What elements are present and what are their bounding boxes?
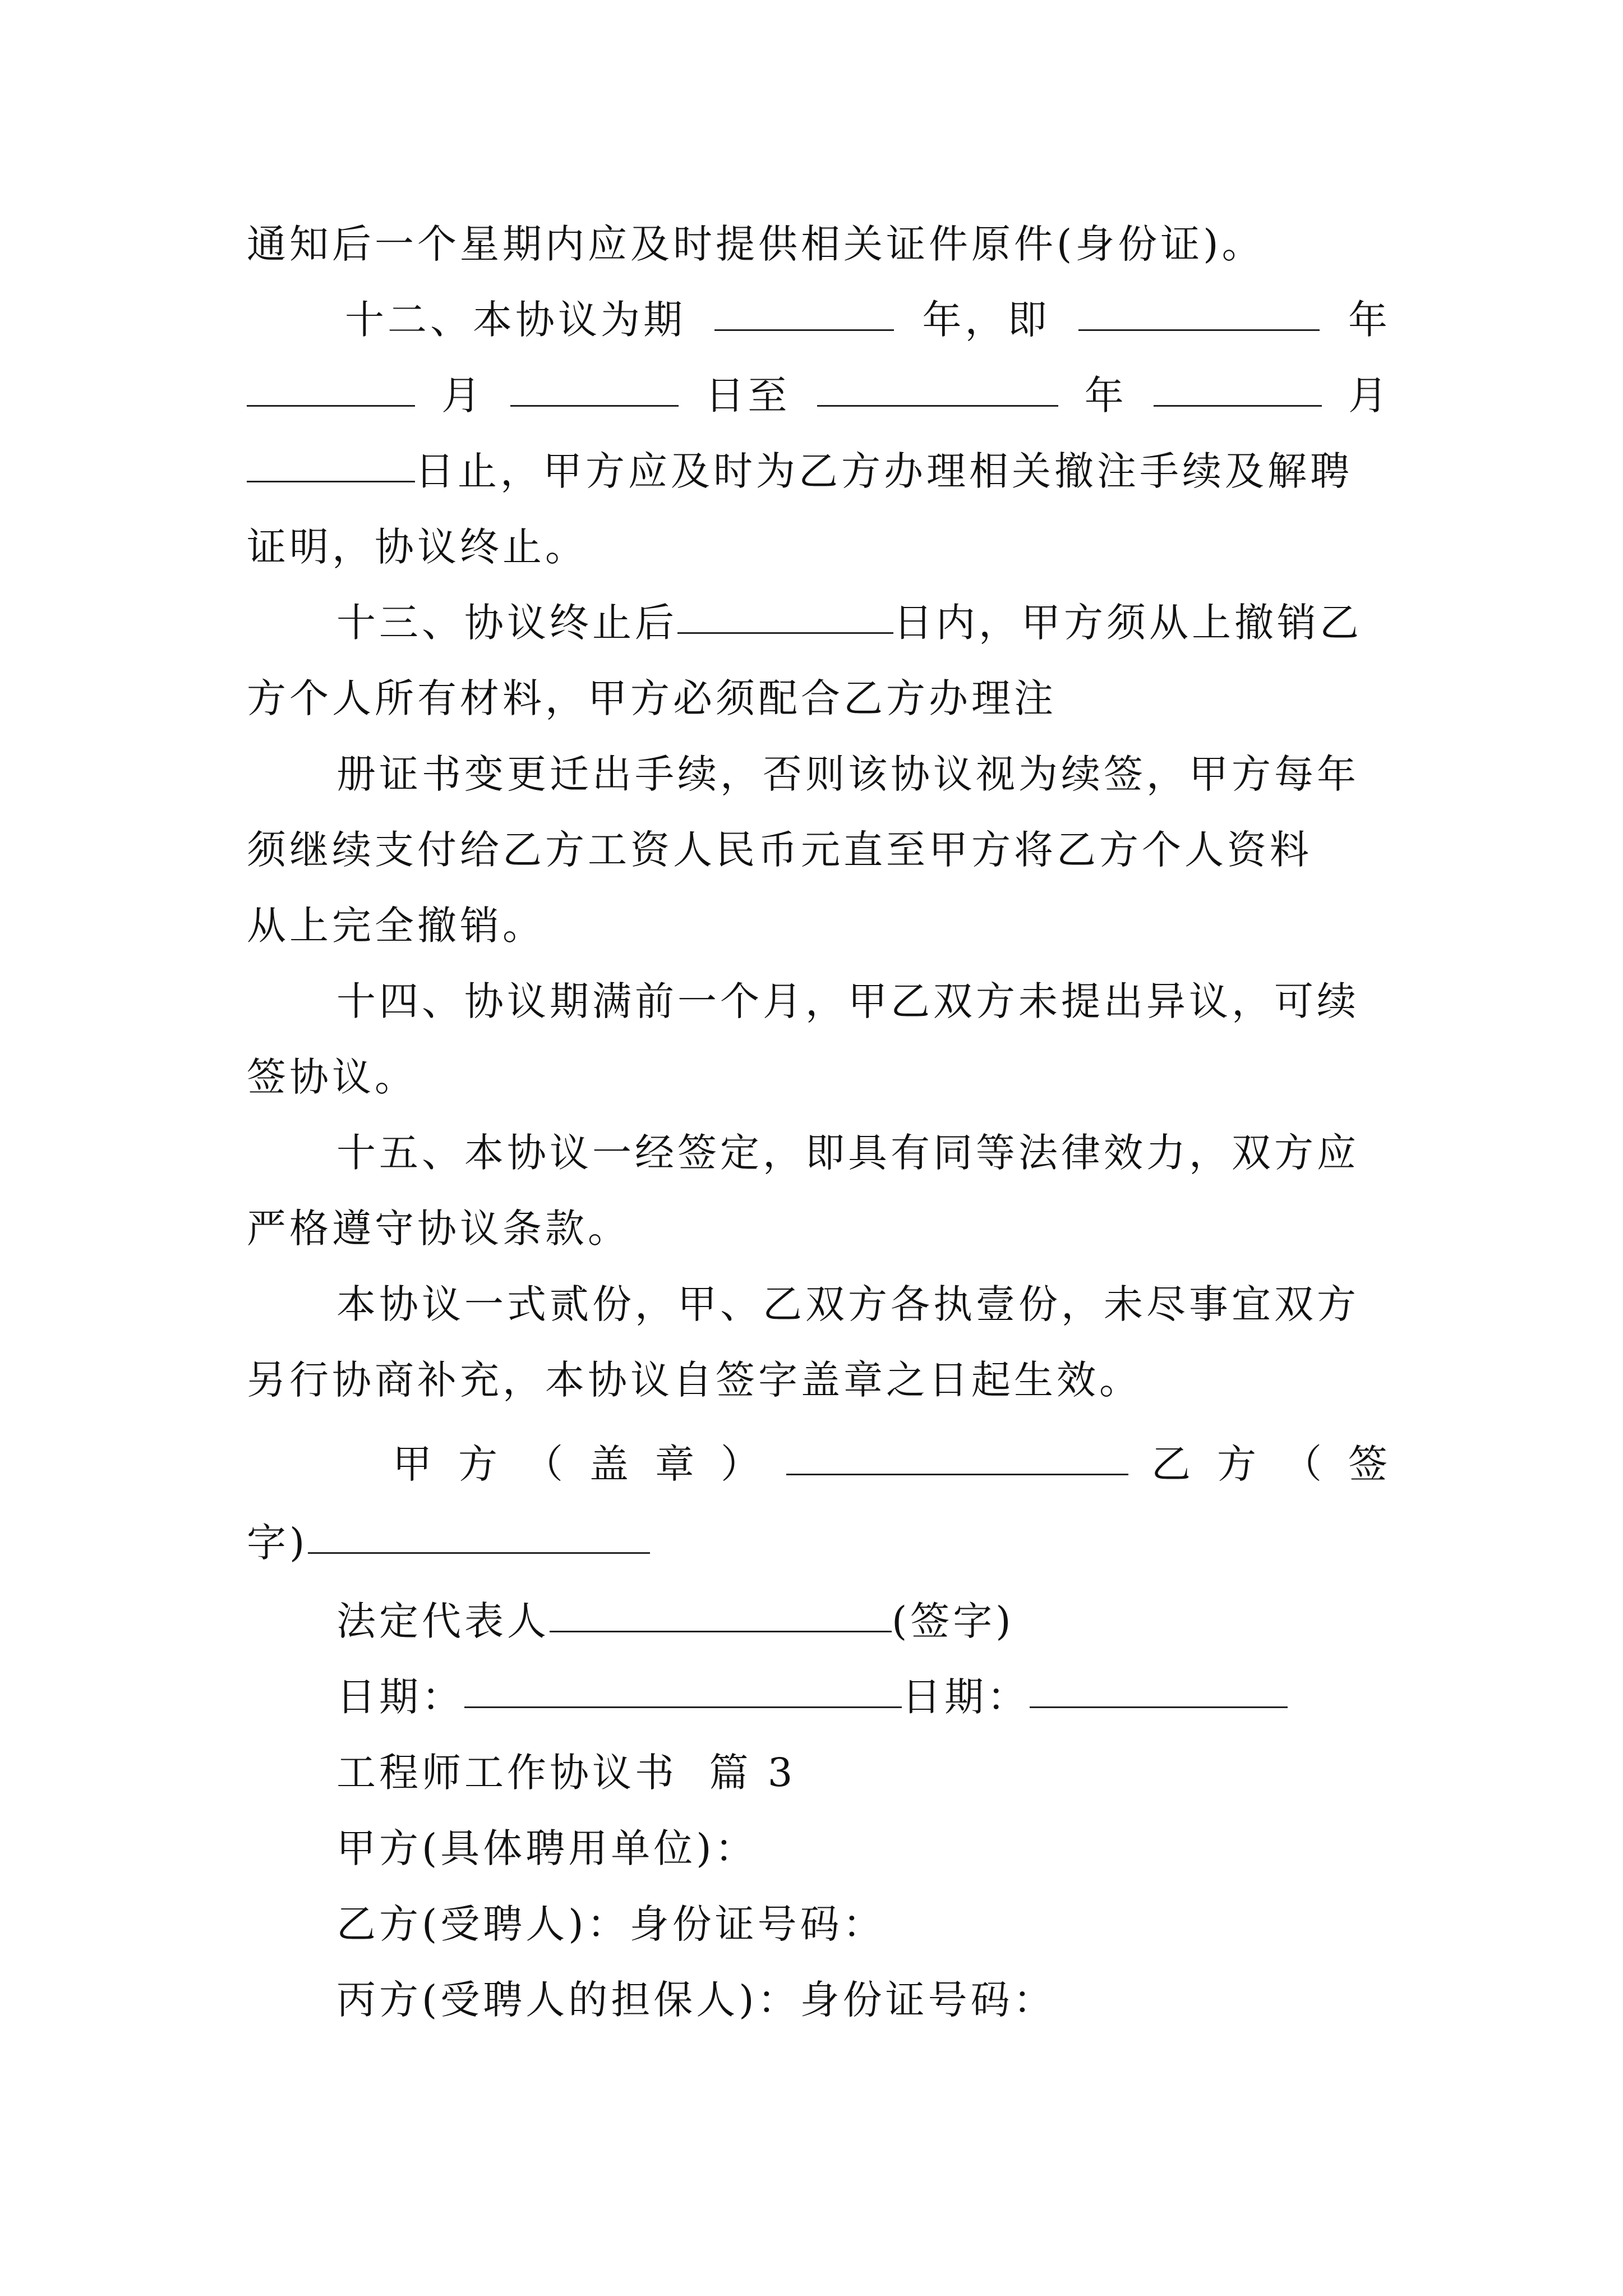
clause-13-line-4: 须继续支付给乙方工资人民币元直至甲方将乙方个人资料 [247,827,1312,873]
blank-line [247,405,415,407]
signature-party-b-cont: 字) [247,1509,1391,1576]
signature-parties-line: 甲 方 （ 盖 章 ） 乙 方 （ 签 [393,1441,1391,1487]
blank-line [817,405,1058,407]
blank-line [714,329,894,331]
blank-line [510,405,679,407]
clause-12-line-1: 十二、本协议为期 年，即 年 [345,297,1391,343]
clause-14-line-2: 签协议。 [247,1054,417,1100]
blank-line [1078,329,1320,331]
clause-12-line-4: 证明，协议终止。 [247,524,588,570]
clause-15-line-1: 十五、本协议一经签定，即具有同等法律效力，双方应 [336,1130,1359,1176]
date-line: 日期： 日期： [336,1663,1391,1731]
section-3-party-c: 丙方(受聘人的担保人)：身份证号码： [336,1977,1056,2023]
clause-13-line-3: 册证书变更迁出手续，否则该协议视为续签，甲方每年 [336,751,1359,797]
clause-14-line-1: 十四、协议期满前一个月，甲乙双方未提出异议，可续 [336,978,1359,1024]
legal-representative-line: 法定代表人 (签字) [336,1598,1015,1644]
blank-line [677,632,893,634]
blank-line [1030,1706,1288,1708]
section-3-title: 工程师工作协议书 篇 3 [336,1750,796,1796]
section-3-party-a: 甲方(具体聘用单位)： [336,1825,758,1871]
clause-13-line-1: 十三、协议终止后 日内，甲方须从上撤销乙 [336,600,1362,646]
clause-15-line-2: 严格遵守协议条款。 [247,1205,630,1251]
blank-line [550,1631,892,1632]
clause-12-line-2: 月 日至 年 月 [247,362,1391,429]
section-3-party-b: 乙方(受聘人)：身份证号码： [336,1901,886,1947]
clause-13-line-2: 方个人所有材料，甲方必须配合乙方办理注 [247,675,1057,721]
closing-line-2: 另行协商补充，本协议自签字盖章之日起生效。 [247,1357,1142,1403]
blank-line [1154,405,1322,407]
paragraph-line: 通知后一个星期内应及时提供相关证件原件(身份证)。 [247,221,1265,267]
closing-line-1: 本协议一式贰份，甲、乙双方各执壹份，未尽事宜双方 [336,1281,1359,1327]
clause-12-line-3: 日止，甲方应及时为乙方办理相关撤注手续及解聘 [247,438,1391,505]
blank-line [308,1552,650,1554]
blank-line [786,1474,1128,1475]
blank-line [464,1706,902,1708]
blank-line [247,481,415,482]
clause-13-line-5: 从上完全撤销。 [247,903,545,949]
